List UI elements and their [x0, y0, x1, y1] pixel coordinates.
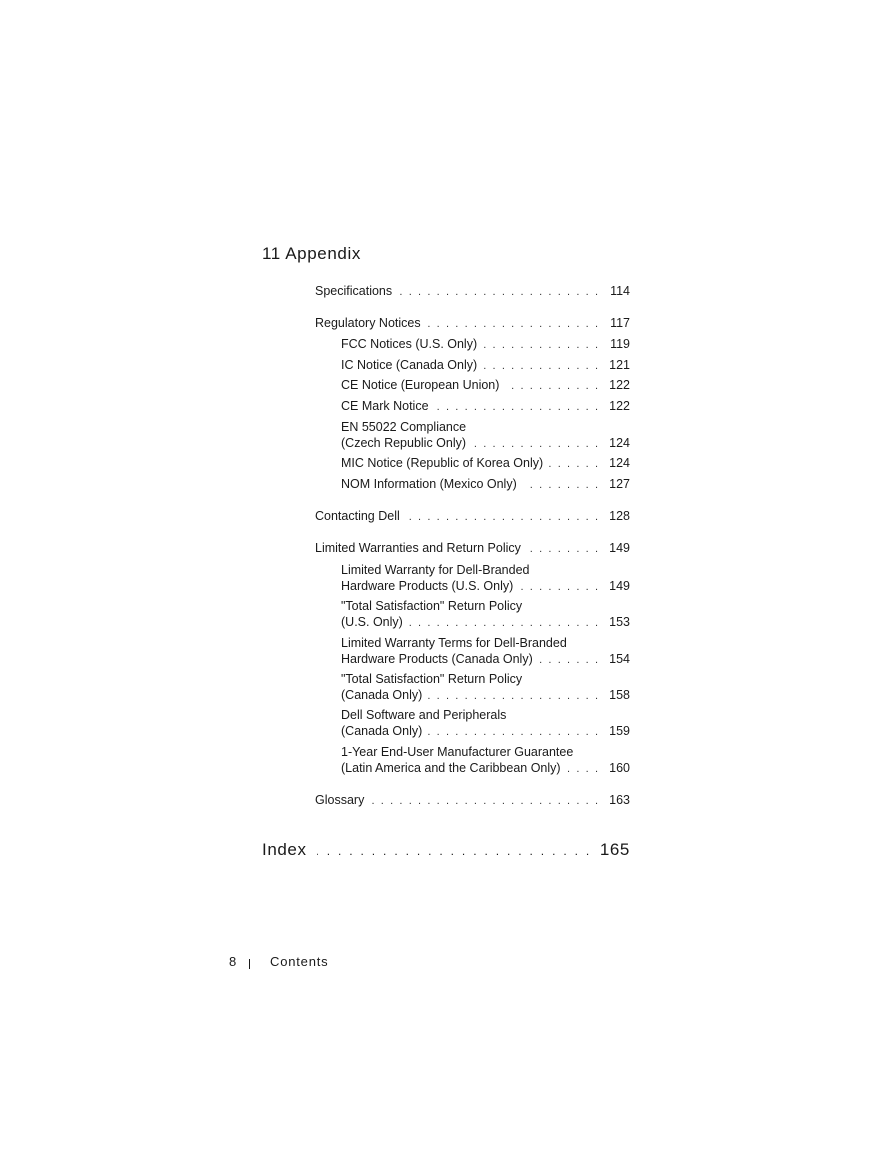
toc-entry-title: CE Notice (European Union) [341, 378, 500, 392]
dot-leader [549, 456, 598, 472]
toc-entry-page: 121 [609, 358, 630, 372]
toc-entry-title: (Czech Republic Only) [341, 436, 467, 450]
footer-divider [249, 959, 250, 969]
toc-entry-page: 122 [609, 378, 630, 392]
toc-entry-title: (Canada Only) [341, 688, 423, 702]
toc-index-label: Index [262, 840, 307, 859]
toc-entry-page: 124 [609, 456, 630, 470]
toc-entry-title: Contacting Dell [315, 509, 400, 523]
toc-entry[interactable] [315, 540, 630, 557]
toc-entry-page: 128 [609, 509, 630, 523]
toc-entry[interactable] [341, 598, 630, 631]
dot-leader [483, 337, 598, 353]
toc-entry-title: "Total Satisfaction" Return Policy [341, 599, 523, 613]
toc-entry-title: Limited Warranties and Return Policy [315, 541, 521, 555]
toc-entry[interactable] [341, 336, 630, 353]
toc-entry[interactable] [341, 707, 630, 740]
toc-entry-title: CE Mark Notice [341, 399, 429, 413]
toc-entry[interactable] [341, 357, 630, 374]
dot-leader [428, 724, 598, 740]
toc-entry-title: "Total Satisfaction" Return Policy [341, 672, 523, 686]
toc-entry-title: NOM Information (Mexico Only) [341, 477, 517, 491]
dot-leader [483, 358, 598, 374]
toc-entry-title: (Canada Only) [341, 724, 423, 738]
toc-entry-title: Glossary [315, 793, 365, 807]
toc-entry-title: Dell Software and Peripherals [341, 708, 507, 722]
toc-entry-page: 117 [610, 316, 630, 330]
toc-entry[interactable] [341, 562, 630, 595]
dot-leader [505, 378, 598, 394]
toc-entry[interactable] [341, 455, 630, 472]
toc-entry-title: Specifications [315, 284, 393, 298]
toc-entry[interactable] [315, 792, 630, 809]
toc-entry-title: Hardware Products (Canada Only) [341, 652, 533, 666]
toc-entry-title: 1-Year End-User Manufacturer Guarantee [341, 745, 574, 759]
toc-entry-page: 160 [609, 761, 630, 775]
toc-entry-page: 159 [609, 724, 630, 738]
dot-leader [370, 793, 598, 809]
dot-leader [435, 399, 598, 415]
dot-leader [427, 316, 598, 332]
toc-entry[interactable] [341, 377, 630, 394]
toc-entry-title: FCC Notices (U.S. Only) [341, 337, 478, 351]
toc-entry[interactable] [315, 315, 630, 332]
toc-entry-title: MIC Notice (Republic of Korea Only) [341, 456, 544, 470]
dot-leader [409, 615, 598, 631]
toc-entry-page: 158 [609, 688, 630, 702]
chapter-heading: 11 Appendix [262, 244, 361, 263]
toc-entry-page: 119 [610, 337, 630, 351]
toc-entry-page: 154 [609, 652, 630, 666]
toc-entry-title: (U.S. Only) [341, 615, 403, 629]
footer-section-title: Contents [270, 954, 329, 969]
dot-leader [317, 844, 590, 858]
toc-entry[interactable] [341, 744, 630, 777]
toc-entry-title: Limited Warranty for Dell-Branded [341, 563, 530, 577]
toc-entry-page: 127 [609, 477, 630, 491]
toc-entry-page: 124 [609, 436, 630, 450]
toc-entry[interactable] [341, 398, 630, 415]
toc-entry-page: 149 [609, 579, 630, 593]
dot-leader [519, 579, 598, 595]
toc-entry-title: Hardware Products (U.S. Only) [341, 579, 514, 593]
dot-leader [472, 436, 598, 452]
toc-entry[interactable] [341, 419, 630, 452]
toc-entry-page: 114 [610, 284, 630, 298]
dot-leader [406, 509, 598, 525]
toc-index-entry[interactable] [262, 840, 630, 860]
toc-index-page: 165 [599, 840, 630, 859]
toc-entry-page: 163 [609, 793, 630, 807]
dot-leader [539, 652, 598, 668]
toc-entry-page: 153 [609, 615, 630, 629]
toc-entry[interactable] [341, 671, 630, 704]
page-number: 8 [229, 954, 238, 969]
toc-entry[interactable] [315, 283, 630, 300]
dot-leader [567, 761, 598, 777]
dot-leader [527, 541, 598, 557]
dot-leader [398, 284, 598, 300]
toc-entry[interactable] [341, 635, 630, 668]
dot-leader [428, 688, 598, 704]
toc-entry-title: EN 55022 Compliance [341, 420, 467, 434]
toc-entry-page: 122 [609, 399, 630, 413]
dot-leader [523, 477, 598, 493]
toc-entry[interactable] [341, 476, 630, 493]
toc-entry-title: Regulatory Notices [315, 316, 421, 330]
toc-entry-title: IC Notice (Canada Only) [341, 358, 478, 372]
page-footer [229, 954, 328, 969]
toc-entry[interactable] [315, 508, 630, 525]
toc-entry-page: 149 [609, 541, 630, 555]
toc-entry-title: Limited Warranty Terms for Dell-Branded [341, 636, 567, 650]
toc-entry-title: (Latin America and the Caribbean Only) [341, 761, 561, 775]
